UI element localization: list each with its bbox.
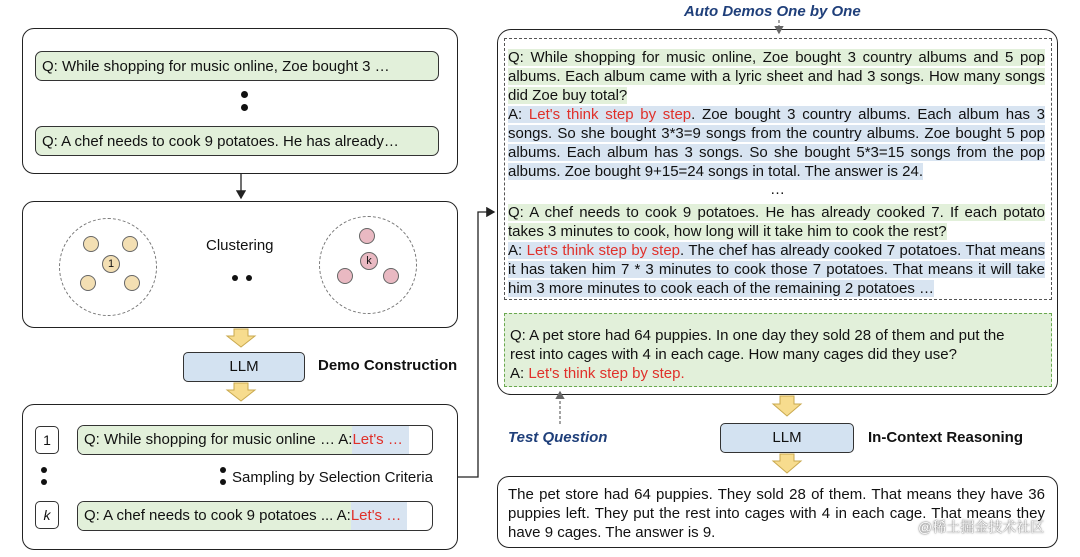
llm-left-label: LLM <box>229 358 259 375</box>
ellipsis-dot <box>220 467 226 473</box>
question-1-text: Q: While shopping for music online, Zoe bought 3 … <box>42 58 390 75</box>
demos-ellipsis: … <box>770 181 785 198</box>
ellipsis-dot <box>241 104 248 111</box>
cluster-node <box>80 275 96 291</box>
test-cot-trigger: Let's think step by step. <box>528 365 685 382</box>
questions-panel <box>22 28 458 174</box>
cluster-node <box>122 236 138 252</box>
sampled-demo-k-question: Q: A chef needs to cook 9 potatoes ... A: <box>78 502 351 530</box>
demo-2-answer: A: Let's think step by step. The chef has already cooked 7 potatoes. That means it has taken him 7 * 3 minutes to cook those 7 potatoes. That means it will take him 3 more minutes to cook each of the remaining 2 potatoes … <box>508 242 1045 297</box>
ellipsis-dot <box>41 479 47 485</box>
demo-2 <box>508 203 1045 298</box>
demo-construction-label: Demo Construction <box>318 357 458 374</box>
cluster-node <box>359 228 375 244</box>
sampled-demo-k <box>77 501 433 531</box>
ellipsis-dot <box>220 479 226 485</box>
output-text: The pet store had 64 puppies. They sold 28 of them. That means they have 36 puppies left. They put the rest into cages with 4 in each cage. That means they have 9 cages. The answer is 9. <box>508 486 1045 541</box>
clustering-label: Clustering <box>206 237 274 254</box>
cluster-node <box>83 236 99 252</box>
cluster-node <box>383 268 399 284</box>
test-question: Q: A pet store had 64 puppies. In one day they sold 28 of them and put the rest into cages with 4 in each cage. How many cages did they use? A: Let's think step by step. <box>510 327 1005 382</box>
sampled-demo-1 <box>77 425 433 455</box>
yellow-arrow-llm-to-sampling <box>227 383 255 401</box>
sampling-criteria-label: Sampling by Selection Criteria <box>232 469 433 486</box>
question-2-box <box>35 126 439 156</box>
demo-1-cot-trigger: Let's think step by step <box>528 106 692 123</box>
llm-box-right <box>720 423 854 453</box>
cluster-node <box>124 275 140 291</box>
sampled-demo-k-answer: Let's … <box>351 502 407 530</box>
demo-1-question: Q: While shopping for music online, Zoe bought 3 country albums and 5 pop albums. Each album came with a lyric sheet and had 3 songs. How many songs did Zoe buy total? <box>508 49 1045 104</box>
ellipsis-dot <box>41 467 47 473</box>
yellow-arrow-clustering-to-llm <box>227 329 255 347</box>
ellipsis-dot <box>241 91 248 98</box>
question-2-text: Q: A chef needs to cook 9 potatoes. He has already… <box>42 133 399 150</box>
cluster-1-label: 1 <box>107 258 115 270</box>
demo-index-k: k <box>35 501 59 529</box>
yellow-arrow-llm-to-output <box>773 454 801 473</box>
auto-demos-label: Auto Demos One by One <box>684 3 861 20</box>
in-context-reasoning-label: In-Context Reasoning <box>868 429 1024 446</box>
cluster-k-label: k <box>366 255 372 267</box>
demo-2-cot-trigger: Let's think step by step <box>526 242 681 259</box>
test-question-label: Test Question <box>508 429 608 446</box>
cluster-node <box>337 268 353 284</box>
clustering-panel <box>22 201 458 328</box>
demo-2-question: Q: A chef needs to cook 9 potatoes. He has already cooked 7. If each potato takes 3 minutes to cook, how long will it take him to cook the rest? <box>508 204 1045 240</box>
question-1-box <box>35 51 439 81</box>
sampled-demo-1-question: Q: While shopping for music online … A: <box>78 426 352 454</box>
ellipsis-dot <box>232 275 238 281</box>
watermark: @稀土掘金技术社区 <box>918 519 1045 535</box>
demo-index-1: 1 <box>35 426 59 454</box>
cluster-center <box>102 255 120 273</box>
test-question-text: Q: A pet store had 64 puppies. In one day they sold 28 of them and put the rest into cages with 4 in each cage. How many cages did they use? <box>510 327 1005 363</box>
arrow-sampling-to-demos <box>458 212 494 477</box>
llm-right-label: LLM <box>772 429 802 446</box>
demo-1 <box>508 48 1045 181</box>
ellipsis-dot <box>246 275 252 281</box>
sampling-panel <box>22 404 458 550</box>
demo-1-answer: A: Let's think step by step. Zoe bought 3 country albums. Each album has 3 songs. So she bought 3*3=9 songs from the country albums. Zoe bought 5 pop albums. Each album has 3 songs. So she bought 5*3=15 songs from the pop albums. Zoe bought 9+15=24 songs in total. The answer is 24. <box>508 106 1046 180</box>
sampled-demo-1-answer: Let's … <box>352 426 408 454</box>
cluster-center <box>360 252 378 270</box>
yellow-arrow-context-to-llm <box>773 396 801 416</box>
llm-box-left <box>183 352 305 382</box>
